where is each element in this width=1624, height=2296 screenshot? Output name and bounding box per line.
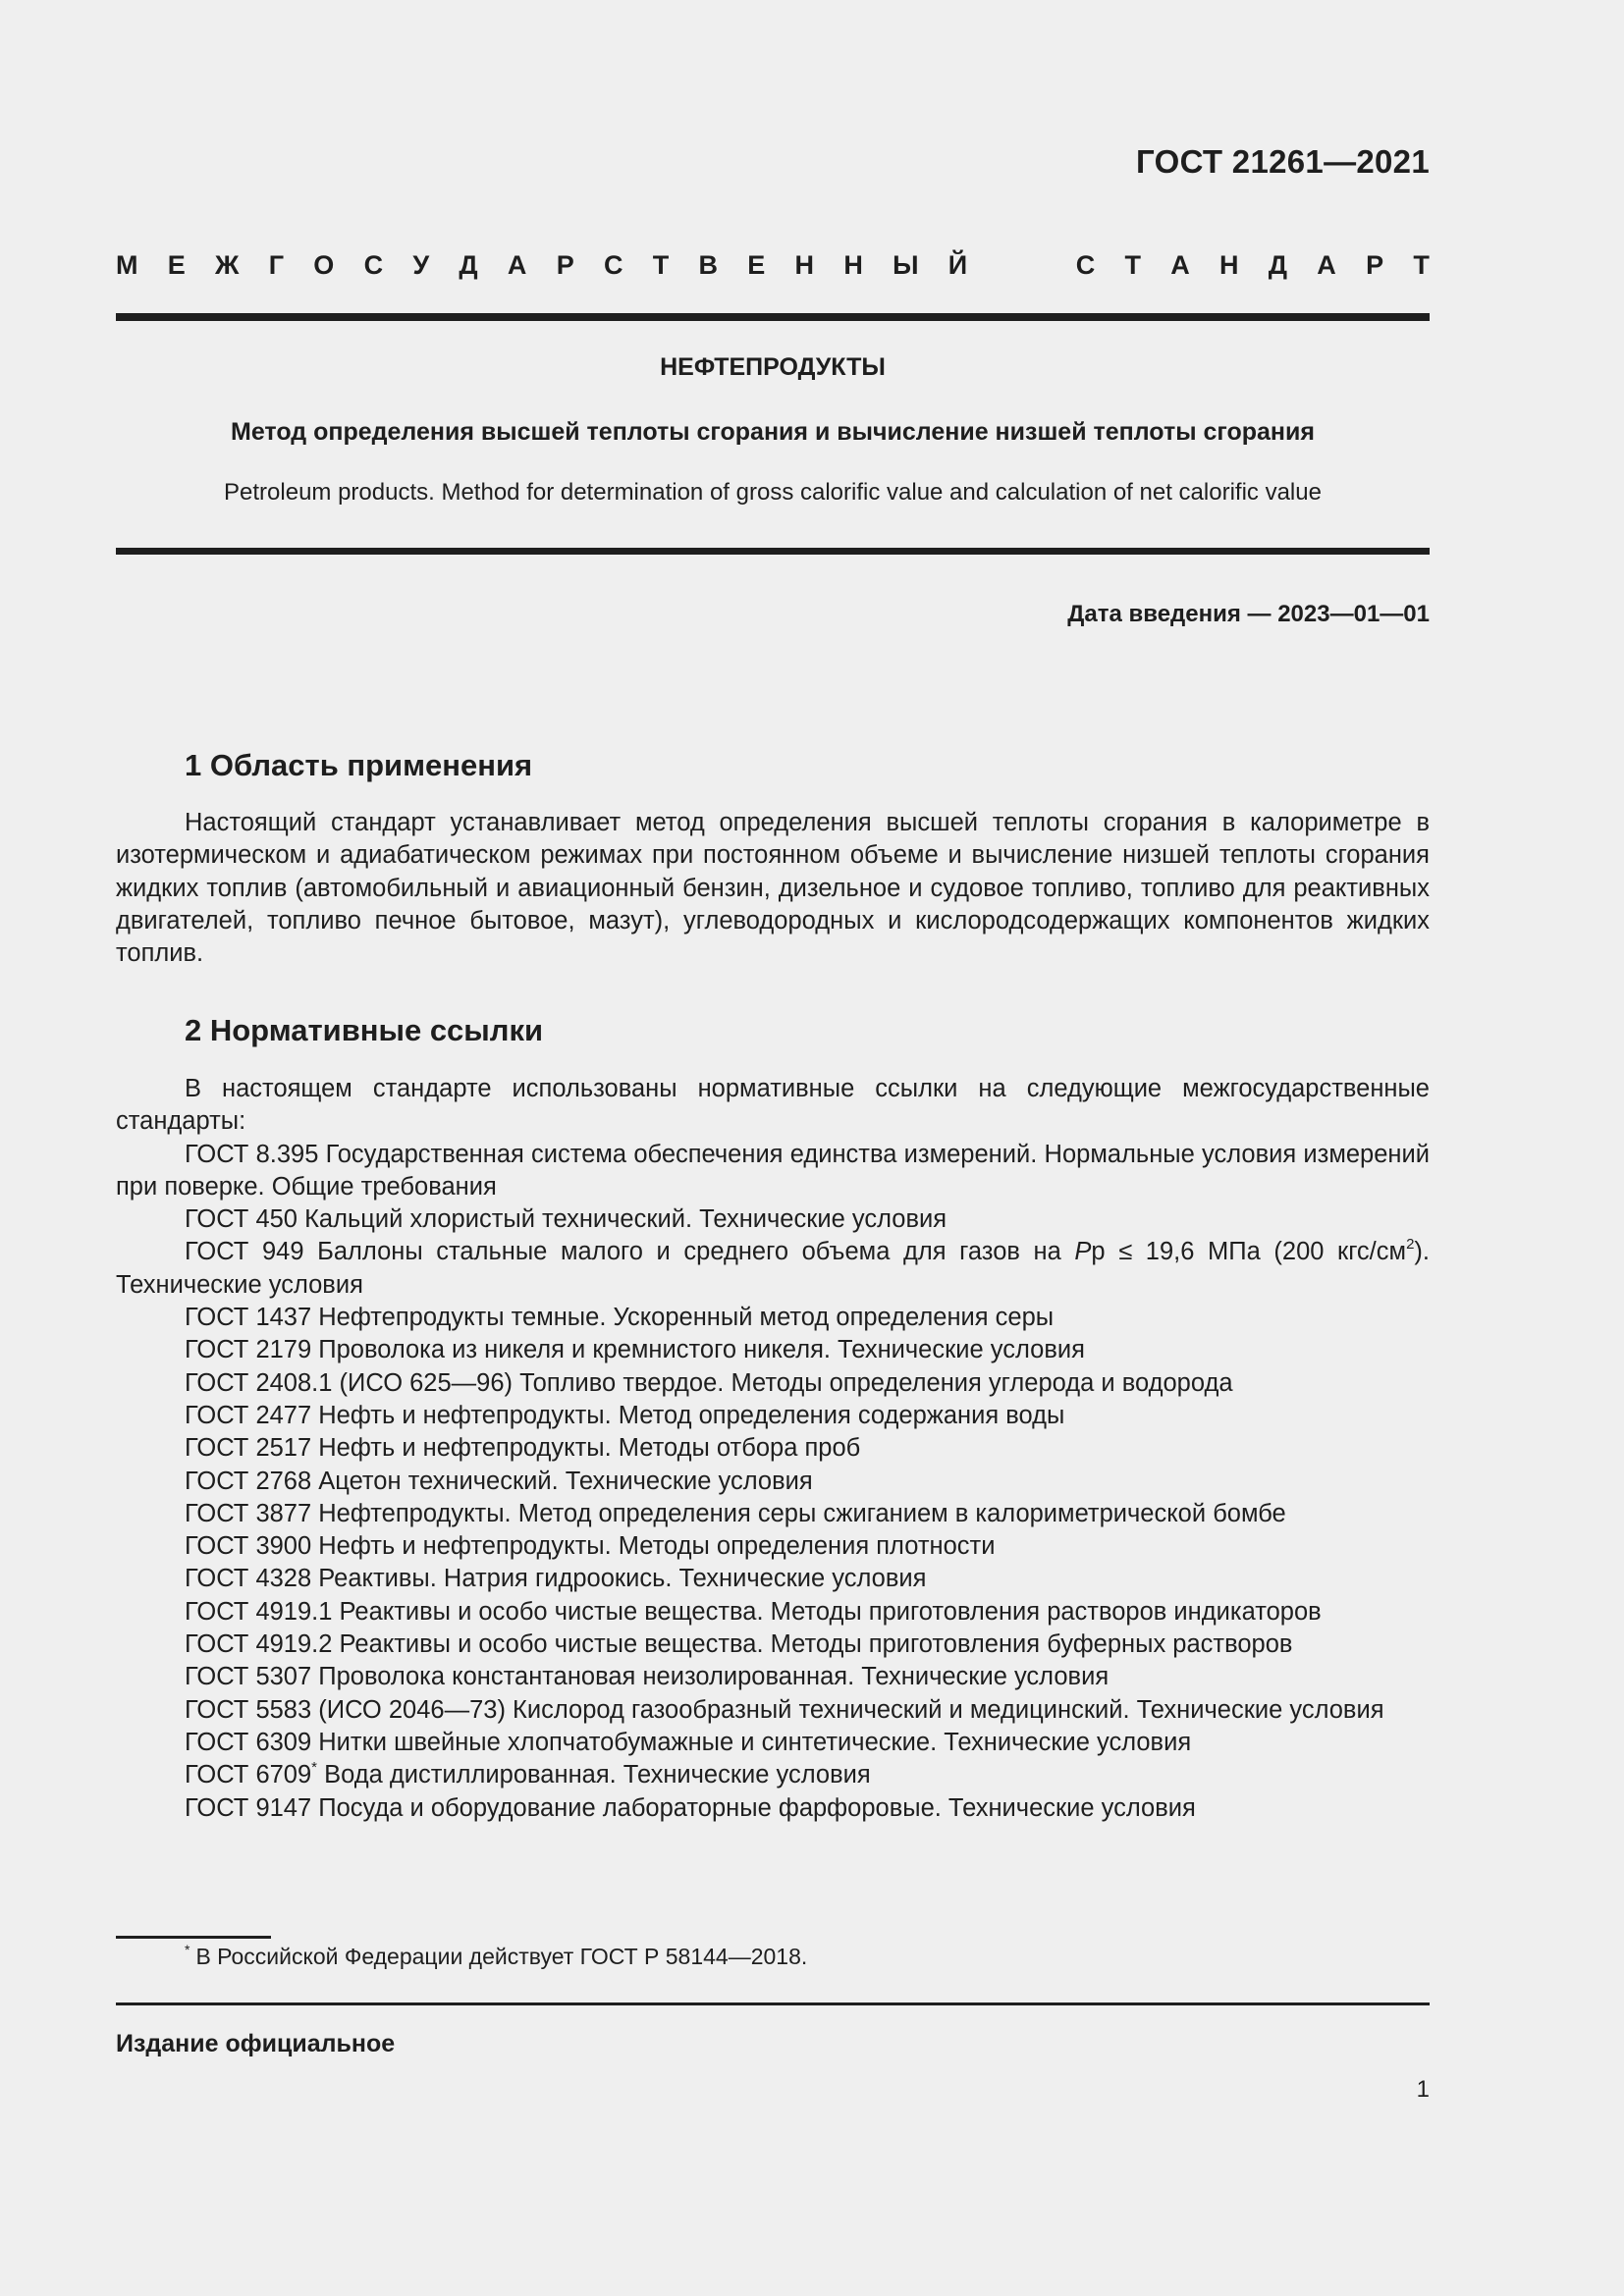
reference-item: ГОСТ 2179 Проволока из никеля и кремнистого никеля. Технические условия bbox=[185, 1336, 1085, 1364]
standard-type-letter: Й bbox=[947, 250, 968, 280]
section-2-body bbox=[116, 1073, 1430, 1825]
standard-type-letter: Р bbox=[556, 250, 574, 280]
superscript-2: 2 bbox=[1406, 1236, 1415, 1254]
reference-text: р ≤ 19,6 МПа (200 кгс/см bbox=[1091, 1238, 1407, 1266]
document-number: ГОСТ 21261—2021 bbox=[1136, 143, 1430, 180]
section-1-body bbox=[116, 807, 1430, 970]
reference-item: ГОСТ 5583 (ИСО 2046—73) Кислород газообразный технический и медицинский. Технические условия bbox=[185, 1695, 1384, 1724]
top-rule bbox=[116, 313, 1430, 321]
standard-type-letter: А bbox=[1170, 250, 1190, 280]
standard-type-letter: Е bbox=[167, 250, 186, 280]
footnote-marker[interactable]: * bbox=[311, 1759, 318, 1777]
standard-type-heading bbox=[116, 250, 1430, 281]
footnote bbox=[185, 1944, 807, 1970]
footnote-separator bbox=[116, 1936, 271, 1939]
reference-item: ГОСТ 9147 Посуда и оборудование лабораторные фарфоровые. Технические условия bbox=[185, 1793, 1196, 1822]
document-page bbox=[116, 0, 1430, 2296]
standard-type-letter: А bbox=[1317, 250, 1336, 280]
standard-type-letter: Ж bbox=[215, 250, 240, 280]
pressure-symbol: P bbox=[1074, 1238, 1092, 1266]
standard-type-letter: С bbox=[363, 250, 384, 280]
reference-item: ГОСТ 4919.1 Реактивы и особо чистые вещества. Методы приготовления растворов индикаторов bbox=[185, 1597, 1322, 1626]
standard-type-letter: В bbox=[698, 250, 718, 280]
document-subtitle: Метод определения высшей теплоты сгорания и вычисление низшей теплоты сгорания bbox=[231, 418, 1315, 446]
reference-text: ). Технические условия bbox=[116, 1238, 1430, 1299]
reference-item: ГОСТ 3877 Нефтепродукты. Метод определения серы сжиганием в калориметрической бомбе bbox=[185, 1499, 1286, 1527]
standard-type-letter: Ы bbox=[893, 250, 919, 280]
reference-item bbox=[116, 1236, 1430, 1302]
standard-type-letter: С bbox=[1075, 250, 1096, 280]
reference-item: ГОСТ 450 Кальций хлористый технический. Технические условия bbox=[185, 1205, 947, 1234]
standard-type-letter: О bbox=[313, 250, 335, 280]
reference-item: ГОСТ 2517 Нефть и нефтепродукты. Методы отбора проб bbox=[185, 1434, 861, 1463]
section-1-heading: 1 Область применения bbox=[185, 748, 533, 782]
standard-type-letter: Н bbox=[1219, 250, 1239, 280]
reference-item: ГОСТ 2408.1 (ИСО 625—96) Топливо твердое. Методы определения углерода и водорода bbox=[185, 1368, 1233, 1397]
standard-type-letter: Т bbox=[652, 250, 670, 280]
standard-type-letter: Н bbox=[794, 250, 815, 280]
standard-type-letter: Т bbox=[1124, 250, 1141, 280]
page-number: 1 bbox=[1416, 2076, 1430, 2103]
standard-type-letter: А bbox=[507, 250, 527, 280]
footer-rule bbox=[116, 2002, 1430, 2005]
edition-label: Издание официальное bbox=[116, 2030, 396, 2057]
section-1-paragraph: Настоящий стандарт устанавливает метод определения высшей теплоты сгорания в калориметре в изотермическом и адиабатическом режимах при постоянном объеме и вычисление низшей теплоты сгорания жидких топлив (автомобильный и авиационный бензин, дизельное и судовое топливо, топливо для реактивных двигателей, топливо печное бытовое, мазут), углеводородных и кислородсодержащих компонентов жидких топлив. bbox=[116, 809, 1430, 968]
footnote-text: В Российской Федерации действует ГОСТ Р 58144—2018. bbox=[195, 1944, 808, 1969]
document-title: НЕФТЕПРОДУКТЫ bbox=[660, 353, 886, 381]
reference-item: ГОСТ 6309 Нитки швейные хлопчатобумажные и синтетические. Технические условия bbox=[185, 1728, 1192, 1756]
standard-type-letter: У bbox=[412, 250, 430, 280]
title-rule bbox=[116, 548, 1430, 555]
reference-item bbox=[116, 1759, 1430, 1791]
standard-type-letter: М bbox=[116, 250, 138, 280]
introduction-date: Дата введения — 2023—01—01 bbox=[1067, 601, 1430, 627]
standard-type-letter: Т bbox=[1413, 250, 1430, 280]
footnote-mark: * bbox=[185, 1942, 190, 1957]
reference-item: ГОСТ 8.395 Государственная система обеспечения единства измерений. Нормальные условия измерений при поверке. Общие требования bbox=[116, 1140, 1430, 1201]
reference-text: ГОСТ 949 Баллоны стальные малого и среднего объема для газов на bbox=[185, 1238, 1075, 1266]
word-gap bbox=[997, 250, 1046, 281]
reference-item: ГОСТ 1437 Нефтепродукты темные. Ускоренный метод определения серы bbox=[185, 1304, 1055, 1332]
standard-type-letter: Е bbox=[747, 250, 766, 280]
reference-item: ГОСТ 4328 Реактивы. Натрия гидроокись. Технические условия bbox=[185, 1565, 927, 1593]
reference-text: Вода дистиллированная. Технические условия bbox=[317, 1761, 871, 1789]
reference-item: ГОСТ 3900 Нефть и нефтепродукты. Методы определения плотности bbox=[185, 1532, 996, 1561]
standard-type-letter: Д bbox=[1268, 250, 1288, 280]
reference-item: ГОСТ 2477 Нефть и нефтепродукты. Метод определения содержания воды bbox=[185, 1401, 1065, 1429]
standard-type-letter: Д bbox=[459, 250, 478, 280]
standard-type-letter: Г bbox=[268, 250, 285, 280]
reference-item: ГОСТ 2768 Ацетон технический. Технические условия bbox=[185, 1467, 813, 1495]
reference-item: ГОСТ 5307 Проволока константановая неизолированная. Технические условия bbox=[185, 1663, 1110, 1691]
reference-item: ГОСТ 4919.2 Реактивы и особо чистые вещества. Методы приготовления буферных растворов bbox=[185, 1630, 1293, 1659]
section-2-intro: В настоящем стандарте использованы нормативные ссылки на следующие межгосударственные стандарты: bbox=[116, 1075, 1430, 1136]
standard-type-letter: Н bbox=[843, 250, 863, 280]
document-title-english: Petroleum products. Method for determination of gross calorific value and calculation of net calorific value bbox=[224, 479, 1322, 506]
standard-type-letter: С bbox=[603, 250, 623, 280]
section-2-heading: 2 Нормативные ссылки bbox=[185, 1013, 544, 1047]
standard-type-letter: Р bbox=[1366, 250, 1384, 280]
reference-text: ГОСТ 6709 bbox=[185, 1761, 312, 1789]
